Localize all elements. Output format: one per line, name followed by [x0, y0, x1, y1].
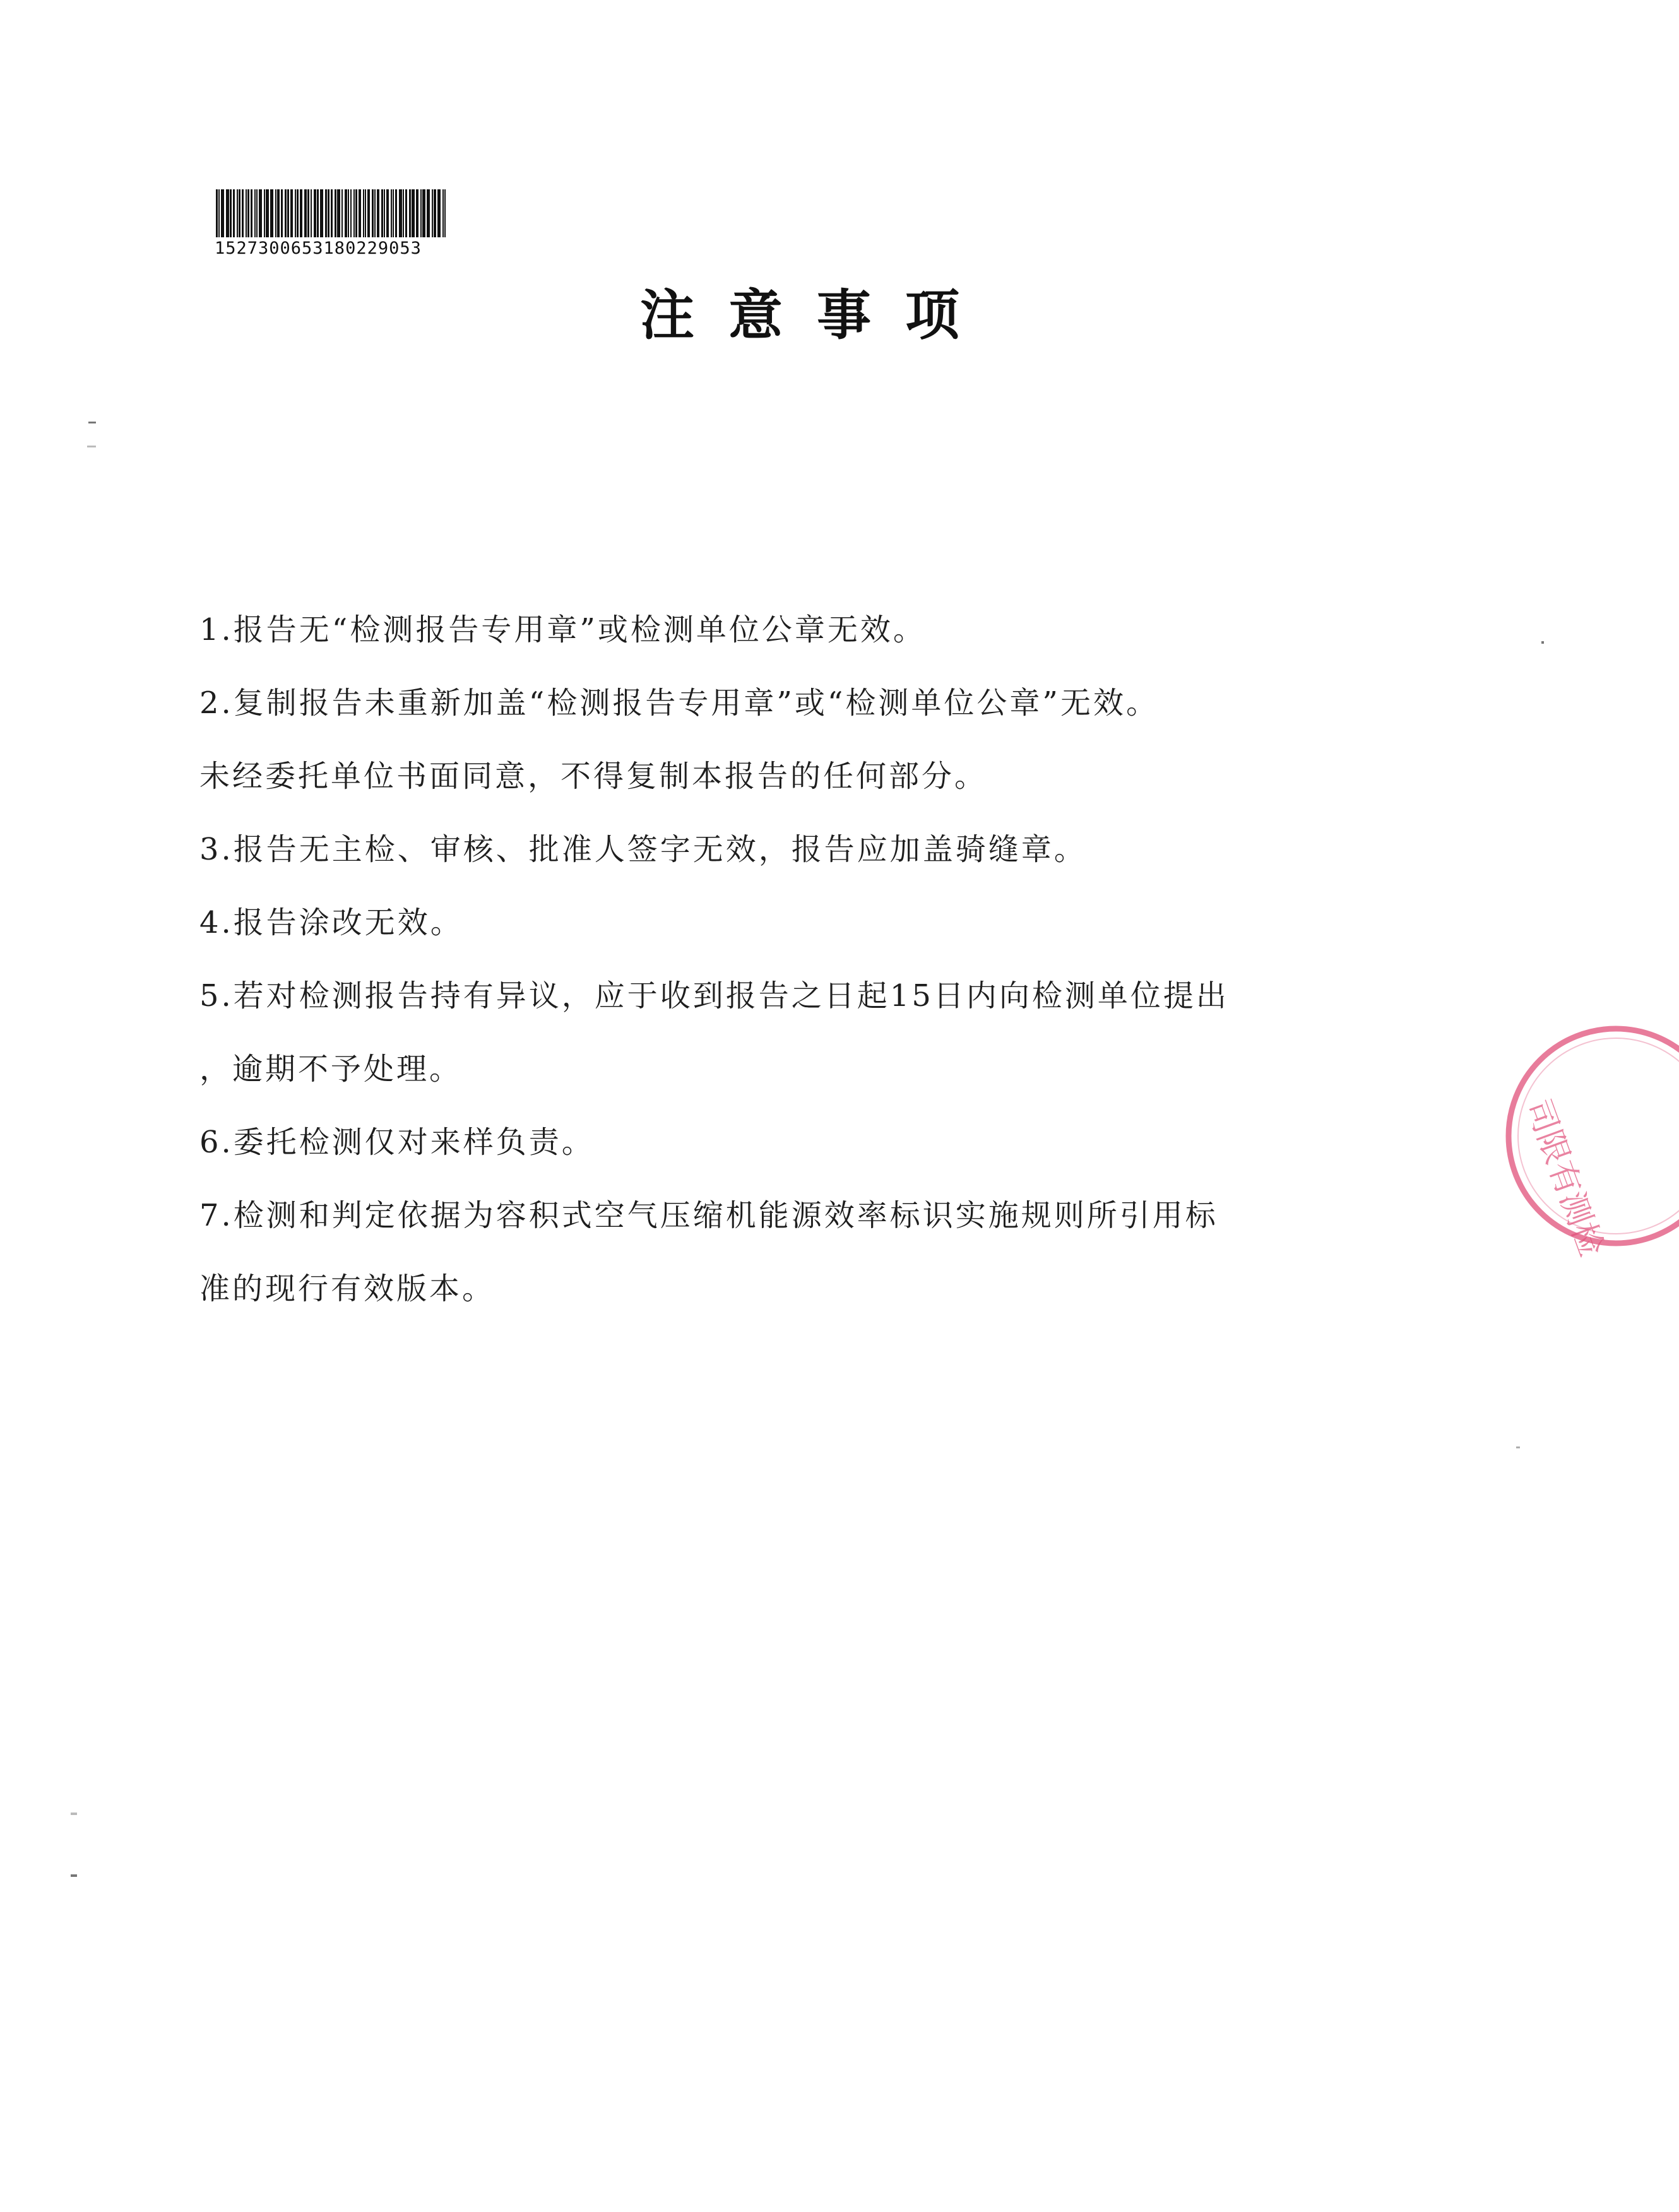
barcode-bar: [444, 189, 446, 237]
barcode-bar: [437, 189, 441, 237]
barcode-bar: [239, 189, 240, 237]
barcode-bar: [218, 189, 220, 237]
barcode-bar: [256, 189, 258, 237]
barcode-bar: [328, 189, 329, 237]
barcode-bar: [403, 189, 404, 237]
barcode: [215, 189, 454, 258]
barcode-bar: [307, 189, 309, 237]
barcode-bar: [384, 189, 385, 237]
barcode-bar: [359, 189, 361, 237]
barcode-bar: [377, 189, 379, 237]
barcode-bar: [216, 189, 218, 237]
barcode-bar: [320, 189, 323, 237]
note-line: 准的现行有效版本。: [199, 1271, 495, 1306]
barcode-bar: [264, 189, 265, 237]
barcode-bar: [381, 189, 383, 237]
barcode-bar: [297, 189, 299, 237]
barcode-bar: [363, 189, 364, 237]
barcode-bar: [331, 189, 333, 237]
note-line: ，逾期不予处理。: [199, 1051, 463, 1087]
barcode-bar: [395, 189, 397, 237]
svg-text:司限有测检: 司限有测检: [1518, 1094, 1611, 1262]
barcode-bar: [442, 189, 444, 237]
barcode-number: 1527300653180229053: [215, 239, 422, 258]
scan-speck: [1516, 1446, 1520, 1448]
barcode-bar: [317, 189, 319, 237]
barcode-bar: [353, 189, 355, 237]
barcode-bar: [434, 189, 436, 237]
barcode-bar: [242, 189, 244, 237]
barcode-bar: [247, 189, 249, 237]
barcode-bar: [325, 189, 327, 237]
barcode-bar: [226, 189, 229, 237]
scan-speck: [87, 446, 96, 447]
barcode-bar: [432, 189, 433, 237]
barcode-bar: [350, 189, 352, 237]
note-line: 未经委托单位书面同意，不得复制本报告的任何部分。: [199, 759, 988, 794]
barcode-bar: [412, 189, 415, 237]
barcode-bar: [422, 189, 425, 237]
scan-speck: [88, 422, 96, 423]
barcode-bar: [386, 189, 389, 237]
notes-list: [199, 593, 1298, 1325]
barcode-bar: [300, 189, 302, 237]
barcode-bar: [416, 189, 418, 237]
barcode-bar: [337, 189, 340, 237]
barcode-bar: [221, 189, 224, 237]
barcode-bar: [270, 189, 273, 237]
scan-speck: [71, 1874, 77, 1877]
barcode-bar: [295, 189, 296, 237]
scan-speck: [71, 1813, 77, 1815]
barcode-bar: [409, 189, 411, 237]
barcode-bar: [290, 189, 293, 237]
barcode-bar: [281, 189, 283, 237]
barcode-bar: [237, 189, 238, 237]
barcode-bar: [427, 189, 430, 237]
note-line: 1.报告无“检测报告专用章”或检测单位公章无效。: [199, 612, 926, 648]
barcode-bar: [230, 189, 232, 237]
barcode-bar: [391, 189, 392, 237]
note-line: 4.报告涂改无效。: [199, 905, 463, 940]
barcode-bar: [254, 189, 256, 237]
scan-speck: [1541, 641, 1544, 644]
barcode-bar: [266, 189, 269, 237]
barcode-bar: [345, 189, 347, 237]
barcode-bar: [365, 189, 366, 237]
barcode-bar: [341, 189, 343, 237]
barcode-bar: [275, 189, 276, 237]
barcode-bar: [399, 189, 402, 237]
note-line: 6.委托检测仅对来样负责。: [199, 1125, 595, 1160]
barcode-bar: [233, 189, 235, 237]
barcode-bar: [285, 189, 287, 237]
barcode-bar: [355, 189, 357, 237]
barcode-bar: [393, 189, 394, 237]
barcode-bar: [348, 189, 349, 237]
barcode-bar: [259, 189, 262, 237]
barcode-bar: [367, 189, 370, 237]
barcode-bars: [215, 189, 448, 237]
page-title: 注意事项: [640, 284, 994, 347]
barcode-bar: [251, 189, 252, 237]
barcode-bar: [372, 189, 374, 237]
barcode-bar: [420, 189, 422, 237]
barcode-bar: [405, 189, 407, 237]
note-line: 2.复制报告未重新加盖“检测报告专用章”或“检测单位公章”无效。: [199, 685, 1159, 721]
barcode-bar: [304, 189, 307, 237]
barcode-bar: [246, 189, 247, 237]
note-line: 5.若对检测报告持有异议，应于收到报告之日起15日内向检测单位提出: [199, 978, 1229, 1014]
barcode-bar: [314, 189, 316, 237]
seal-stamp: [1452, 1010, 1611, 1262]
barcode-bar: [277, 189, 280, 237]
seal-stamp-graphic: [1452, 1010, 1679, 1262]
note-line: 7.检测和判定依据为容积式空气压缩机能源效率标识实施规则所引用标: [199, 1198, 1218, 1233]
barcode-bar: [311, 189, 312, 237]
barcode-bar: [374, 189, 376, 237]
barcode-bar: [335, 189, 336, 237]
note-line: 3.报告无主检、审核、批准人签字无效，报告应加盖骑缝章。: [199, 832, 1087, 867]
barcode-bar: [287, 189, 289, 237]
